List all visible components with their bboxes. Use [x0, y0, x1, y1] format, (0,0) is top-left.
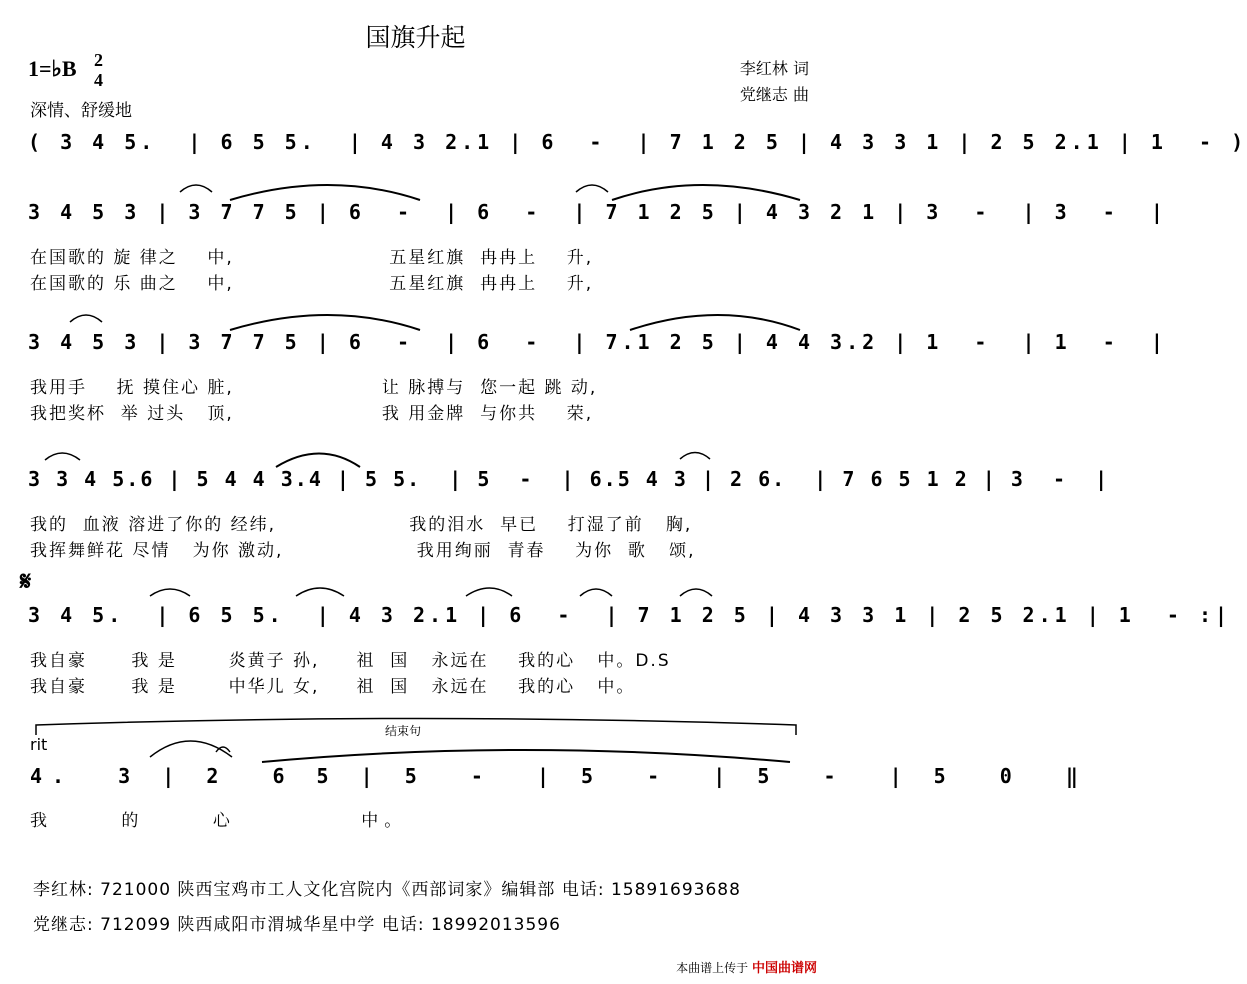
- tie: [576, 185, 608, 192]
- upload-note: [676, 957, 817, 976]
- tie: [680, 589, 712, 596]
- ending-label: 结束句: [385, 724, 422, 738]
- slur: [612, 185, 800, 200]
- slur: [230, 315, 420, 330]
- lyric-line: 我用手 抚 摸住心 脏, 让 脉搏与 您一起 跳 动,: [30, 378, 598, 398]
- segno-sign: 𝄋: [20, 567, 32, 597]
- lyric-line: 我的 血液 溶进了你的 经纬, 我的泪水 早已 打湿了前 胸,: [30, 515, 693, 535]
- notes-line: 3 3 4 5.6 | 5 4 4 3.4 | 5 5. | 5 - | 6.5 4 3 | 2 6. | 7 6 5 1 2 | 3 - |: [28, 467, 1110, 491]
- slur: [230, 185, 420, 200]
- notes-line: 3 4 5 3 | 3 7 7 5 | 6 - | 6 - | 7.1 2 5 | 4 4 3.2 | 1 - | 1 - |: [28, 330, 1167, 354]
- lyricist-credit: 李红林 词: [739, 59, 809, 78]
- tie: [296, 588, 344, 596]
- time-bottom: 4: [94, 70, 103, 90]
- lyric-line: 在国歌的 乐 曲之 中, 五星红旗 冉冉上 升,: [30, 274, 594, 294]
- rit-marking: rit: [30, 735, 48, 754]
- tie: [180, 185, 212, 192]
- lyric-line: 我 的 心 中。: [30, 811, 408, 831]
- slur: [276, 454, 360, 468]
- lyric-line: 我自豪 我 是 炎黄子 孙, 祖 国 永远在 我的心 中。D.S: [30, 651, 671, 671]
- footer-line: 党继志: 712099 陕西咸阳市渭城华星中学 电话: 18992013596: [33, 915, 561, 935]
- footer-line: 李红林: 721000 陕西宝鸡市工人文化宫院内《西部词家》编辑部 电话: 15891693688: [33, 880, 741, 900]
- lyric-line: 我自豪 我 是 中华儿 女, 祖 国 永远在 我的心 中。: [30, 677, 636, 697]
- tie: [70, 315, 102, 322]
- tie: [580, 589, 612, 596]
- key-signature: 1=♭B: [28, 56, 77, 81]
- tie: [466, 588, 512, 596]
- notes-line: 3 4 5. | 6 5 5. | 4 3 2.1 | 6 - | 7 1 2 5 | 4 3 3 1 | 2 5 2.1 | 1 - :|: [28, 603, 1232, 627]
- composer-credit: 党继志 曲: [739, 85, 809, 104]
- notes-line: 4. 3 | 2 6 5 | 5 - | 5 - | 5 - | 5 0 ‖: [30, 764, 1088, 788]
- slur: [630, 315, 800, 330]
- tempo-marking: 深情、舒缓地: [30, 101, 132, 121]
- notes-line: ( 3 4 5. | 6 5 5. | 4 3 2.1 | 6 - | 7 1 2 5 | 4 3 3 1 | 2 5 2.1 | 1 - ): [28, 130, 1247, 154]
- slur: [262, 750, 790, 762]
- tie: [680, 453, 710, 460]
- lyric-line: 在国歌的 旋 律之 中, 五星红旗 冉冉上 升,: [30, 248, 594, 268]
- time-top: 2: [94, 50, 103, 70]
- notes-line: 3 4 5 3 | 3 7 7 5 | 6 - | 6 - | 7 1 2 5 | 4 3 2 1 | 3 - | 3 - |: [28, 200, 1167, 224]
- lyric-line: 我把奖杯 举 过头 顶, 我 用金牌 与你共 荣,: [30, 404, 594, 424]
- ending-bracket: [36, 719, 796, 736]
- score-title: 国旗升起: [365, 23, 466, 52]
- site-logo: 中国曲谱网: [751, 961, 817, 976]
- tie: [45, 453, 80, 460]
- upload-text: 本曲谱上传于: [676, 961, 749, 975]
- lyric-line: 我挥舞鲜花 尽情 为你 激动, 我用绚丽 青春 为你 歌 颂,: [30, 541, 696, 561]
- tie: [150, 589, 190, 596]
